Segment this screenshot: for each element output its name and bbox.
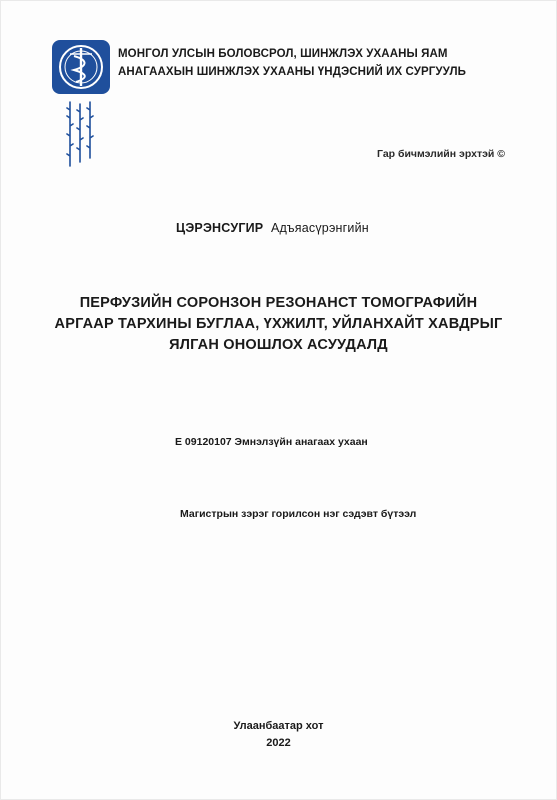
- degree-statement: Магистрын зэрэг горилсон нэг сэдэвт бүтээл: [180, 508, 417, 520]
- year: 2022: [266, 737, 291, 749]
- author-name: [176, 221, 369, 235]
- institution-header: [118, 45, 518, 81]
- ministry-name: МОНГОЛ УЛСЫН БОЛОВСРОЛ, ШИНЖЛЭХ УХААНЫ ЯАМ: [118, 48, 448, 60]
- thesis-title-line: ПЕРФУЗИЙН СОРОНЗОН РЕЗОНАНСТ ТОМОГРАФИЙН: [79, 295, 478, 311]
- place-and-year: [0, 718, 557, 752]
- copyright-notice: Гар бичмэлийн эрхтэй ©: [377, 148, 505, 160]
- university-emblem-icon: [50, 38, 112, 96]
- city: Улаанбаатар хот: [233, 720, 324, 732]
- thesis-title: [40, 293, 517, 356]
- university-name: АНАГААХЫН ШИНЖЛЭХ УХААНЫ ҮНДЭСНИЙ ИХ СУРГУУЛЬ: [118, 66, 467, 78]
- thesis-title-line: АРГААР ТАРХИНЫ БУГЛАА, ҮХЖИЛТ, УЙЛАНХАЙТ ХАВДРЫГ: [54, 316, 503, 332]
- specialty-code: Е 09120107 Эмнэлзүйн анагаах ухаан: [175, 436, 368, 448]
- thesis-title-line: ЯЛГАН ОНОШЛОХ АСУУДАЛД: [169, 337, 388, 353]
- author-surname: ЦЭРЭНСУГИР: [176, 221, 264, 235]
- author-given-name: Адъяасүрэнгийн: [271, 221, 369, 235]
- mongolian-script-emblem: [62, 100, 100, 170]
